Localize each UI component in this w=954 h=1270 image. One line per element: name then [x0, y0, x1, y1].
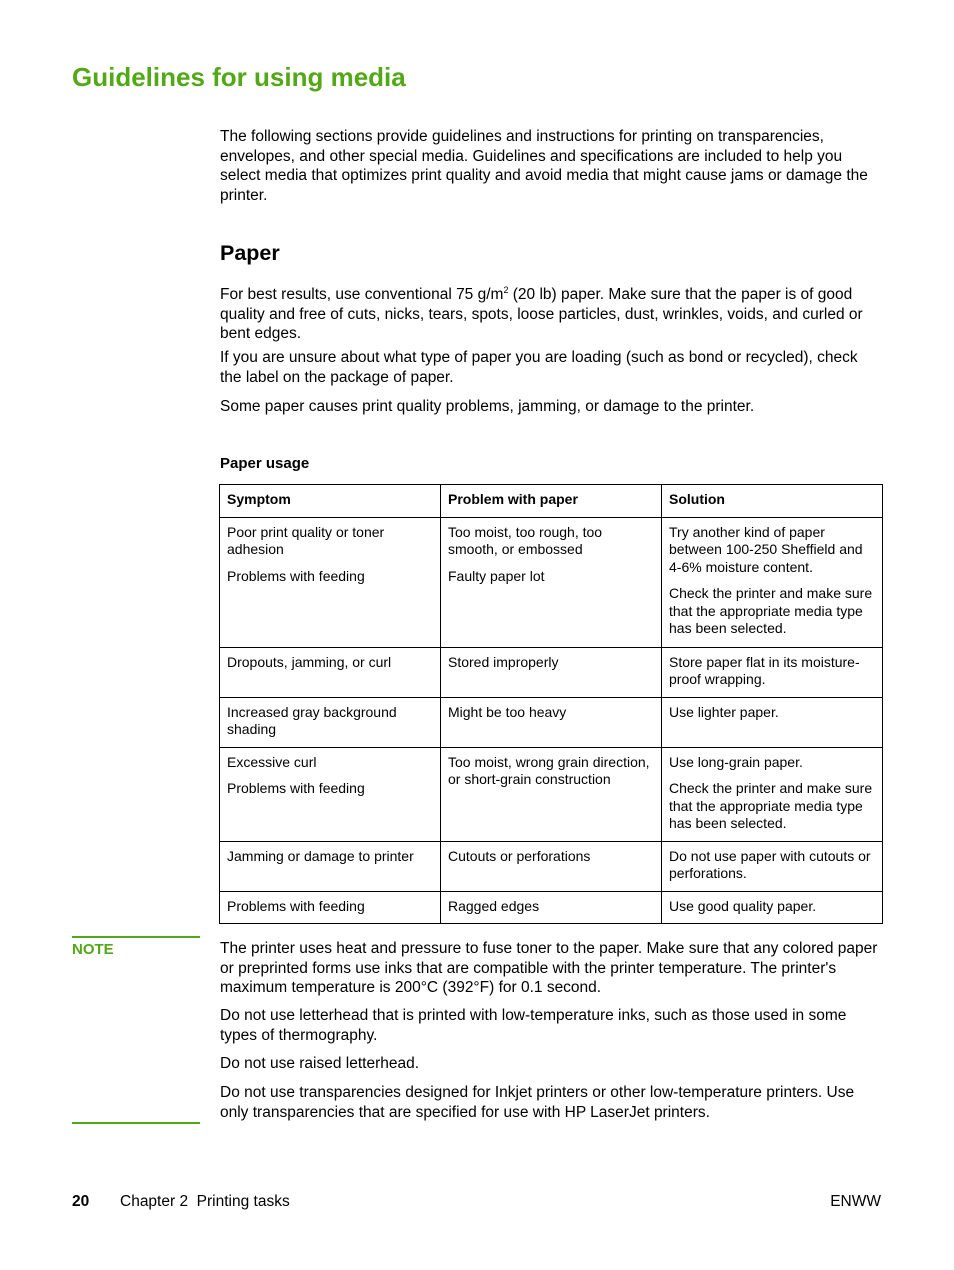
table-row: [220, 647, 883, 697]
cell-text: Use lighter paper.: [669, 703, 779, 720]
cell-text: Excessive curl: [227, 753, 317, 770]
problem-cell: [441, 647, 662, 697]
paper-paragraph-1: [220, 281, 882, 344]
cell-text: Faulty paper lot: [448, 567, 545, 584]
cell-text: Cutouts or perforations: [448, 847, 591, 864]
symptom-cell: [220, 747, 441, 841]
cell-text: Use long-grain paper.: [669, 753, 803, 770]
cell-text: Problems with feeding: [227, 897, 365, 914]
cell-text: Dropouts, jamming, or curl: [227, 653, 392, 670]
note-top-rule: [72, 936, 200, 938]
cell-text: Too moist, wrong grain direction, or short-grain construction: [448, 753, 650, 787]
symptom-cell: [220, 647, 441, 697]
problem-cell: [441, 891, 662, 924]
symptom-cell: [220, 697, 441, 747]
footer-chapter: Chapter 2 Printing tasks: [120, 1193, 290, 1210]
note-bottom-rule: [72, 1122, 200, 1124]
cell-text: Check the printer and make sure that the appropriate media type has been selected.: [669, 585, 873, 636]
header-problem: Problem with paper: [441, 485, 662, 518]
cell-text: Try another kind of paper between 100-250 Sheffield and 4-6% moisture content.: [669, 523, 863, 575]
solution-cell: [662, 647, 883, 697]
header-solution: Solution: [662, 485, 883, 518]
solution-cell: [662, 697, 883, 747]
solution-cell: [662, 891, 883, 924]
solution-cell: [662, 517, 883, 647]
table-row: [220, 517, 883, 647]
cell-text: Store paper flat in its moisture-proof wrapping.: [669, 653, 860, 687]
symptom-cell: [220, 841, 441, 891]
section-title-paper: Paper: [220, 241, 280, 265]
problem-cell: [441, 697, 662, 747]
cell-text: Too moist, too rough, too smooth, or embossed: [448, 523, 603, 557]
solution-cell: [662, 841, 883, 891]
cell-text: Use good quality paper.: [669, 897, 817, 914]
note-label: NOTE: [72, 941, 114, 958]
symptom-cell: [220, 517, 441, 647]
header-symptom: Symptom: [220, 485, 441, 518]
cell-text: Problems with feeding: [227, 780, 365, 796]
table-row: [220, 747, 883, 841]
table-caption: Paper usage: [220, 455, 310, 472]
note-paragraph-3: Do not use raised letterhead.: [220, 1055, 420, 1072]
problem-cell: [441, 841, 662, 891]
footer-right-label: ENWW: [830, 1193, 881, 1210]
cell-text: Ragged edges: [448, 897, 540, 914]
solution-cell: [662, 747, 883, 841]
paper-paragraph-3: Some paper causes print quality problems, jamming, or damage to the printer.: [220, 398, 755, 415]
note-paragraph-4: Do not use transparencies designed for Inkjet printers or other low-temperature printers. Use only transparencies that are specified for use with HP LaserJet printers.: [220, 1084, 855, 1121]
superscript-2: 2: [503, 285, 509, 295]
paper-paragraph-1-text-b: (20 lb) paper. Make sure that the paper is of good quality and free of cuts, nicks, tears, spots, loose particles, dust, wrinkles, voids, and curled or bent edges.: [220, 286, 863, 343]
table-row: [220, 841, 883, 891]
cell-text: Do not use paper with cutouts or perforations.: [669, 847, 871, 881]
note-paragraph-2: Do not use letterhead that is printed with low-temperature inks, such as those used in some types of thermography.: [220, 1007, 847, 1044]
footer-page-number: 20: [72, 1193, 90, 1210]
table-header-row: [220, 485, 883, 518]
paper-paragraph-2: If you are unsure about what type of paper you are loading (such as bond or recycled), check the label on the package of paper.: [220, 349, 858, 386]
symptom-cell: [220, 891, 441, 924]
problem-cell: [441, 517, 662, 647]
cell-text: Might be too heavy: [448, 703, 567, 720]
cell-text: Stored improperly: [448, 653, 559, 670]
problem-cell: [441, 747, 662, 841]
cell-text: Check the printer and make sure that the appropriate media type has been selected.: [669, 780, 873, 831]
cell-text: Poor print quality or toner adhesion: [227, 523, 385, 557]
cell-text: Increased gray background shading: [227, 703, 397, 737]
paper-paragraph-1-text-a: For best results, use conventional 75 g/m: [220, 286, 504, 304]
table-row: [220, 891, 883, 924]
cell-text: Jamming or damage to printer: [227, 847, 414, 864]
page-title: Guidelines for using media: [72, 62, 406, 92]
paper-usage-table: [219, 484, 883, 924]
cell-text: Problems with feeding: [227, 567, 365, 584]
intro-paragraph: The following sections provide guidelines and instructions for printing on transparencies, envelopes, and other special media. Guidelines and specifications are included to help you select media that optimizes print quality and avoid media that might cause jams or damage the printer.: [220, 128, 868, 204]
note-paragraph-1: The printer uses heat and pressure to fuse toner to the paper. Make sure that any colored paper or preprinted forms use inks that are compatible with the printer temperature. The printer's maximum temperature is 200°C (392°F) for 0.1 second.: [220, 940, 878, 996]
table-row: [220, 697, 883, 747]
